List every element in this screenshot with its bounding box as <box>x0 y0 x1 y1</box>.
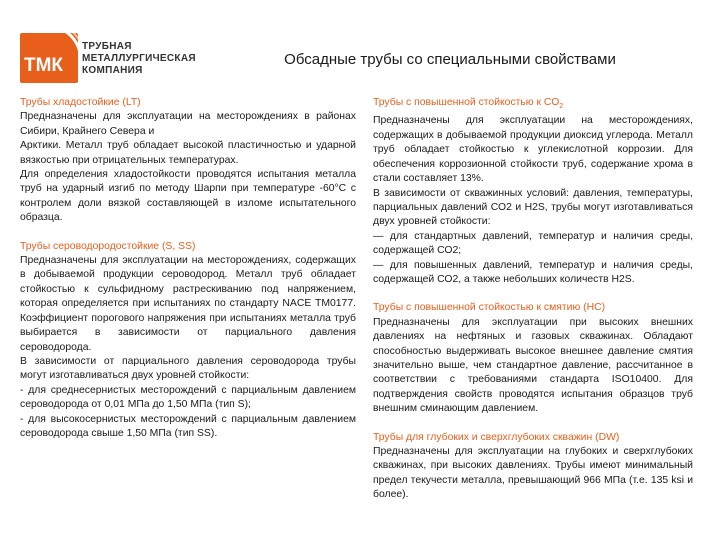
tmk-logo-mark <box>20 33 78 83</box>
section-paragraph: - для высокосернистых месторождений с парциальным давлением сероводорода свыше 1,50 МПа (тип SS). <box>20 413 356 439</box>
section-paragraph: Для определения хладостойкости проводятся испытания металла труб на ударный изгиб по методу Шарпи при температуре -60°С с контролем доли вязкой составляющей в изломе испытательного образца. <box>20 169 356 224</box>
section-s-ss <box>20 240 356 442</box>
section-heading: Трубы сероводородостойкие (S, SS) <box>20 240 196 252</box>
section-heading: Трубы для глубоких и сверхглубоких скважин (DW) <box>373 431 620 443</box>
logo-line: КОМПАНИЯ <box>82 65 143 76</box>
section-co2 <box>373 96 693 287</box>
section-paragraph: — для стандартных давлений, температур и наличия среды, содержащей СО2; <box>373 230 693 257</box>
section-paragraph: В зависимости от парциального давления сероводорода трубы могут изготавливаться двух уровней стойкости: <box>20 355 356 382</box>
right-column <box>373 96 693 517</box>
section-lt <box>20 96 356 226</box>
section-paragraph: Предназначены для эксплуатации на месторождениях, содержащих в добываемой продукции сероводород. Металл труб обладает стойкостью к сульфидному растрескиванию под напряжением, которая определяется при испытаниях по стандарту NACE TM0177. Коэффициент порогового напряжения при испытаниях металла труб выбирается в зависимости от парциального давления сероводорода. <box>20 255 356 353</box>
section-paragraph: В зависимости от скважинных условий: давления, температуры, парциальных давлений СО2 и H2S, трубы могут изготавливаться двух уровней стойкости: <box>373 187 693 228</box>
section-paragraph: Арктики. Металл труб обладает высокой пластичностью и ударной вязкостью при отрицательных температурах. <box>20 140 356 166</box>
section-paragraph: Предназначены для эксплуатации на месторождениях, содержащих в добываемой продукции диоксид углерода. Металл труб обладает стойкостью к углекислотной коррозии. Для обеспечения коррозионной стойкости труб, содержание хрома в стали составляет 13%. <box>373 115 693 185</box>
logo-line: МЕТАЛЛУРГИЧЕСКАЯ <box>82 53 196 64</box>
page-title: Обсадные трубы со специальными свойствами <box>284 51 616 68</box>
section-paragraph: Предназначены для эксплуатации при высоких внешних давлениях на нефтяных и газовых скважинах. Обладают способностью выдерживать высокое внешнее давление смятия значительно выше, чем стандартное давление, рассчитанное в соответствии с требованиями стандарта ISO10400. Для подтверждения свойств проводятся испытания образцов труб внешним сминающим давлением. <box>373 316 693 415</box>
section-paragraph: - для среднесернистых месторождений с парциальным давлением сероводорода от 0,01 МПа до 1,50 МПа (тип S); <box>20 384 356 411</box>
left-column <box>20 96 356 455</box>
section-paragraph: — для повышенных давлений, температур и наличия среды, содержащей СО2, а также небольших количеств H2S. <box>373 259 693 285</box>
section-dw <box>373 431 693 503</box>
section-heading-text: Трубы с повышенной стойкостью к СО <box>373 97 560 108</box>
section-paragraph: Предназначены для эксплуатации на глубоких и сверхглубоких скважинах, при высоких давлениях. Трубы имеют минимальный предел текучести металла, превышающий 966 МПа (т.е. 135 ksi и более). <box>373 446 693 501</box>
section-heading <box>373 96 693 114</box>
section-heading: Трубы хладостойкие (LT) <box>20 97 141 108</box>
section-heading-subscript: 2 <box>559 103 564 111</box>
logo-mark-text: ТМК <box>24 55 64 76</box>
section-paragraph: Предназначены для эксплуатации на месторождениях в районах Сибири, Крайнего Севера и <box>20 111 356 137</box>
section-heading: Трубы с повышенной стойкостью к смятию (НС) <box>373 302 606 314</box>
logo-line: ТРУБНАЯ <box>82 41 132 52</box>
section-hc <box>373 301 693 416</box>
